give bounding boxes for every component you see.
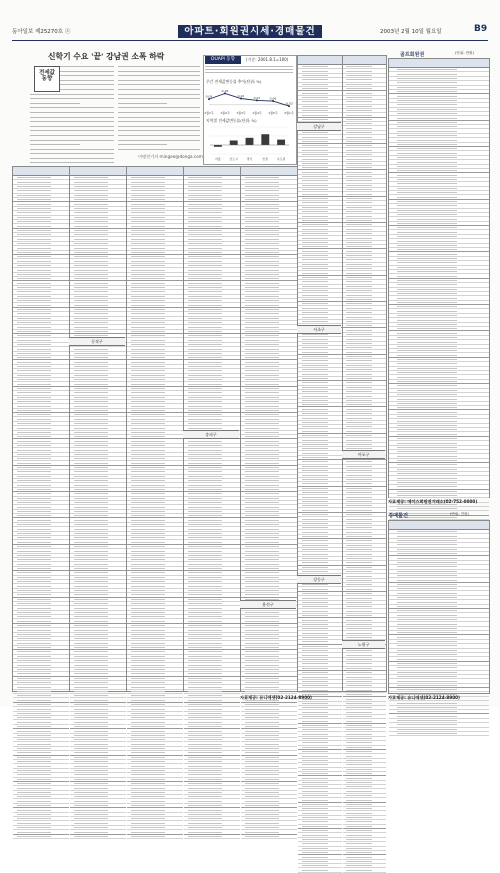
table-row	[184, 835, 240, 839]
regional-bar	[246, 138, 254, 145]
section-stamp	[34, 66, 60, 92]
regional-bar-chart	[206, 124, 292, 161]
regional-tick-label: 인천	[262, 157, 269, 161]
region-label: 동작구	[69, 337, 125, 346]
text-line	[30, 94, 114, 95]
weekly-line-chart	[206, 85, 292, 115]
text-line	[118, 94, 200, 95]
chart-panel-tag: DUAPI 동향	[205, 56, 241, 64]
text-line	[118, 149, 200, 150]
text-line	[118, 112, 200, 113]
price-table-6	[297, 55, 343, 692]
text-line	[30, 162, 114, 163]
text-line	[118, 117, 200, 118]
text-line	[118, 75, 200, 76]
table-header	[127, 167, 183, 176]
table-header	[13, 167, 69, 176]
regional-tick-label: 수도권	[276, 157, 286, 161]
weekly-value-label: -0.02	[285, 101, 293, 106]
weekly-value-label: 0.10	[237, 94, 245, 98]
table-header	[343, 56, 386, 65]
text-line	[118, 121, 200, 122]
table-row	[298, 868, 342, 872]
price-table-1	[12, 166, 70, 692]
table-header	[389, 521, 489, 530]
text-line	[30, 98, 114, 99]
text-line	[30, 121, 114, 122]
text-line	[118, 84, 200, 85]
text-line	[60, 71, 114, 72]
text-line	[30, 103, 80, 104]
region-label: 노원구	[342, 640, 385, 649]
text-line	[30, 107, 114, 108]
regional-tick-label: 서울	[215, 157, 221, 161]
text-line	[118, 126, 200, 127]
text-line	[60, 89, 114, 90]
region-label: 용산구	[240, 600, 296, 609]
price-table-4	[183, 166, 241, 692]
regional-chart-caption: 지역별 전세값변동률(단위: %)	[206, 118, 257, 123]
text-line	[118, 89, 200, 90]
text-line	[30, 117, 114, 118]
membership-unit: (단위: 만원)	[455, 51, 475, 55]
table-header	[298, 56, 342, 65]
region-label: 마포구	[342, 450, 385, 459]
weekly-value-label: 0.06	[269, 96, 277, 101]
masthead-rule	[12, 40, 488, 41]
text-line	[30, 135, 114, 136]
masthead-title: 아파트·회원권시세·경매물건	[178, 25, 322, 38]
text-line	[60, 66, 114, 67]
masthead-left: 동아일보 제25270호 ⓢ	[12, 29, 71, 35]
region-label: 서초구	[297, 325, 341, 334]
weekly-chart-caption: 주간 전세값변동률 추이(단위: %)	[206, 79, 262, 84]
text-line	[30, 140, 114, 141]
table-header	[241, 167, 297, 176]
text-line	[30, 130, 114, 131]
price-table-2	[69, 166, 127, 692]
region-label: 송파구	[183, 430, 239, 439]
weekly-value-label: 0.09	[205, 94, 213, 99]
text-line	[30, 112, 114, 113]
auction-unit: (단위: 만원)	[450, 512, 470, 516]
weekly-tick-label: 2월1주	[284, 111, 294, 115]
regional-tick-label: 신도시	[229, 157, 239, 161]
regional-bar	[277, 140, 285, 145]
membership-section-title: 골프회원권	[400, 52, 425, 58]
left-source: 자료제공: 유니에셋(02-2124-8900)	[240, 695, 312, 700]
text-line	[118, 103, 167, 104]
regional-bar	[214, 145, 222, 147]
table-row	[13, 835, 69, 839]
weekly-tick-label: 1월5주	[268, 111, 278, 115]
weekly-tick-label: 1월4주	[252, 111, 262, 115]
table-header	[389, 59, 489, 68]
text-line	[118, 71, 200, 72]
text-line	[118, 98, 200, 99]
price-table-7	[342, 55, 387, 692]
text-line	[118, 140, 200, 141]
stamp-top: 전세값	[39, 70, 55, 76]
text-line	[60, 84, 114, 85]
article-column-2	[118, 66, 200, 153]
article-byline: 이명진기자 mingee@donga.com	[138, 154, 203, 159]
price-table-5	[240, 166, 298, 692]
text-line	[30, 153, 114, 154]
membership-table	[388, 58, 490, 498]
text-line	[30, 144, 80, 145]
right-source: 자료제공: 유니에셋(02-2124-8900)	[388, 695, 460, 700]
weekly-tick-label: 1월3주	[236, 111, 246, 115]
text-line	[118, 144, 167, 145]
text-line	[118, 130, 200, 131]
weekly-value-label: 0.07	[253, 95, 261, 100]
text-line	[118, 107, 200, 108]
price-table-3	[126, 166, 184, 692]
table-row	[70, 835, 126, 839]
table-row	[343, 868, 386, 872]
text-line	[60, 80, 114, 81]
membership-source: 자료제공: 에이스회원권거래소(02-752-0000)	[388, 499, 478, 504]
masthead-date: 2003년 2월 10일 월요일	[380, 29, 442, 35]
text-line	[118, 66, 200, 67]
text-line	[60, 75, 114, 76]
weekly-value-label: 0.18	[221, 88, 229, 93]
weekly-tick-label: 1월2주	[220, 111, 230, 115]
region-label: 강동구	[297, 575, 341, 584]
text-line	[30, 158, 114, 159]
article-headline: 신학기 수요 '끝' 강남권 소폭 하락	[48, 52, 165, 61]
text-line	[118, 80, 200, 81]
region-label: 강남구	[297, 122, 341, 131]
table-header	[184, 167, 240, 176]
table-row	[389, 732, 489, 736]
auction-section-title: 경매물건	[388, 513, 409, 519]
text-line	[118, 135, 200, 136]
table-row	[127, 835, 183, 839]
text-line	[30, 126, 114, 127]
chart-panel-sub: (기준: 2001.8.1=100)	[246, 57, 289, 62]
table-row	[241, 835, 297, 839]
auction-table	[388, 520, 490, 694]
weekly-tick-label: 1월1주	[204, 111, 214, 115]
page-number: B9	[474, 24, 488, 34]
duapi-mini-table	[205, 66, 293, 76]
table-header	[70, 167, 126, 176]
regional-bar	[230, 141, 238, 146]
weekly-series-line	[209, 93, 289, 106]
regional-tick-label: 경기	[246, 157, 253, 161]
regional-bar	[261, 134, 269, 145]
text-line	[30, 149, 114, 150]
stamp-bottom: 동향	[41, 76, 53, 82]
